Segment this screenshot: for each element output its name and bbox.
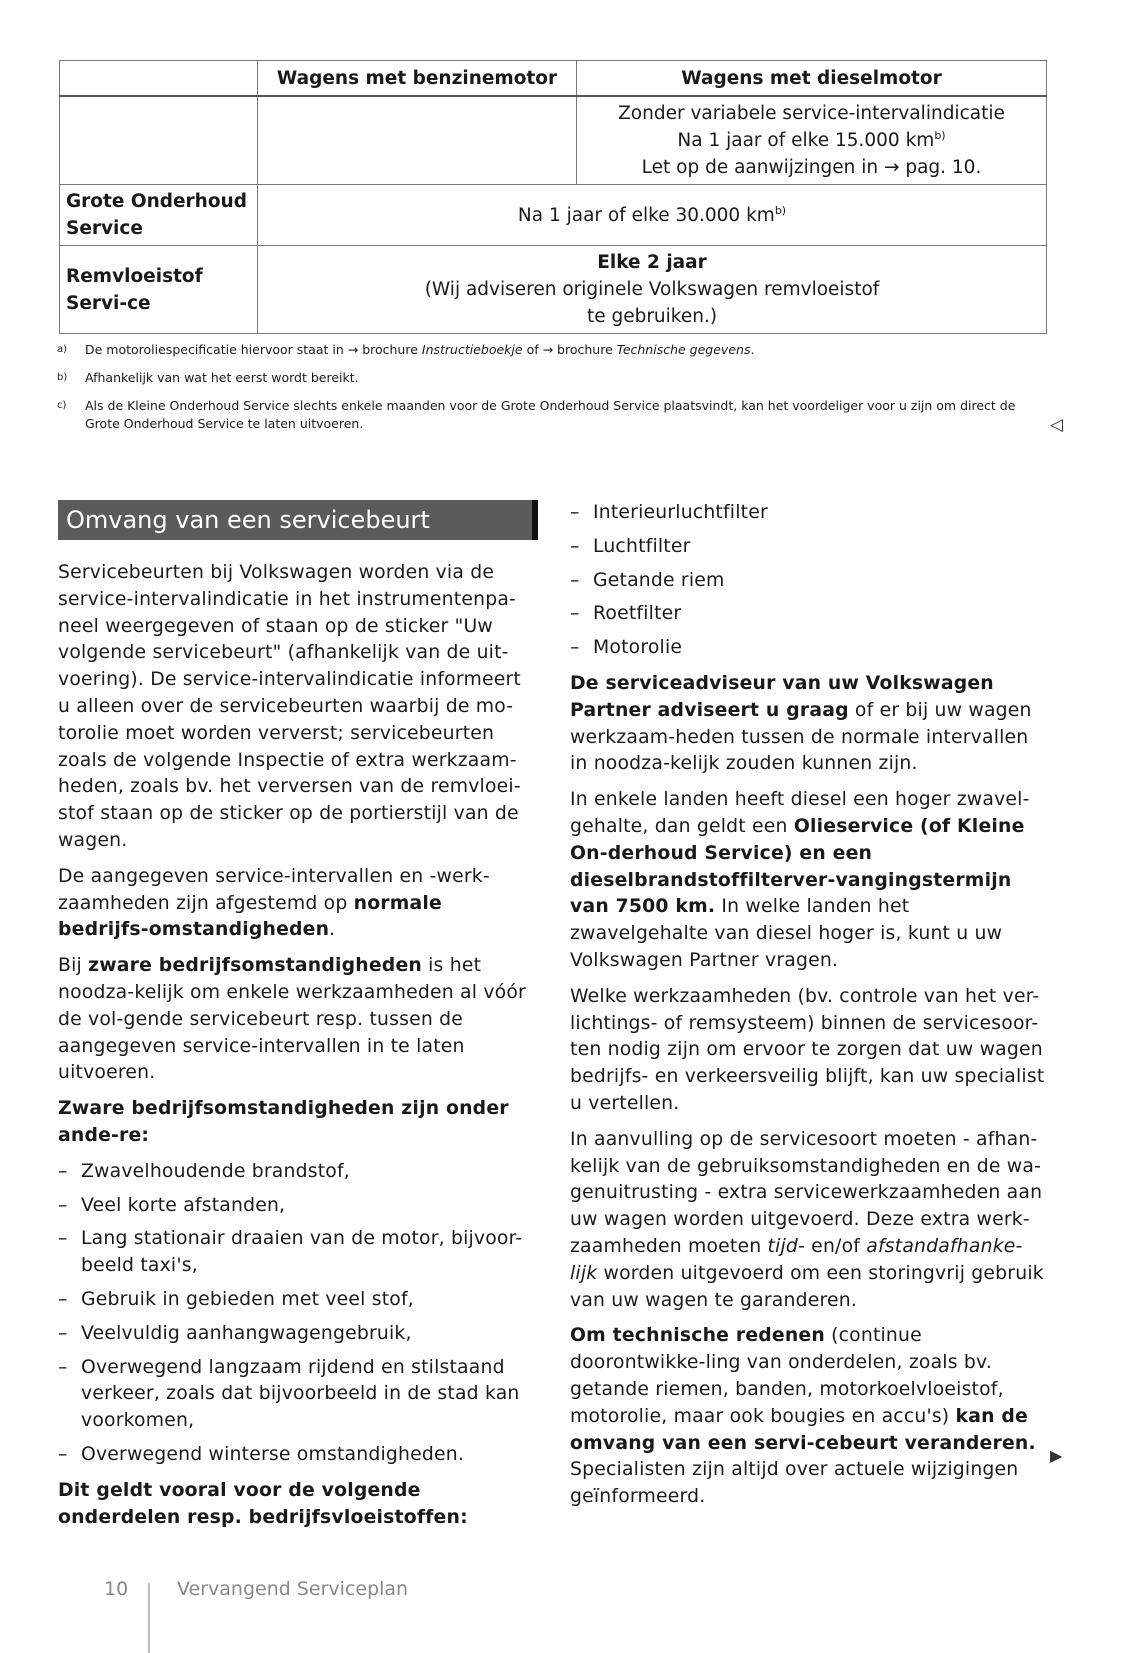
list-item: – Zwavelhoudende brandstof,	[58, 1159, 530, 1186]
list-item: – Veel korte afstanden,	[58, 1193, 530, 1220]
diesel-line-text: Na 1 jaar of elke 15.000 km	[677, 130, 935, 151]
row-label: Remvloeistof Servi-ce	[60, 246, 258, 334]
list-item: – Overwegend winterse omstandigheden.	[58, 1442, 530, 1469]
paragraph: De serviceadviseur van uw Volkswagen Partner adviseert u graag of er bij uw wagen werkzaam-heden tussen de normale intervallen in noodza-kelijk zouden kunnen zijn.	[570, 672, 1032, 775]
footnote-text: Als de Kleine Onderhoud Service slechts enkele maanden voor de Grote Onderhoud Service plaatsvindt, kan het voordeliger voor u zijn om direct de Grote Onderhoud Service te laten uitvoeren.	[85, 398, 1016, 431]
table-row	[60, 185, 1047, 246]
row-benzine	[258, 96, 577, 185]
left-column	[58, 560, 530, 1540]
footnote-text: Afhankelijk van wat het eerst wordt bereikt.	[85, 370, 359, 385]
header-diesel: Wagens met dieselmotor	[577, 61, 1047, 97]
diesel-line: Zonder variabele service-intervalindicatie	[618, 103, 1005, 124]
row-diesel	[577, 96, 1047, 185]
footnote-mark: c)	[57, 400, 67, 411]
footer-divider	[148, 1583, 150, 1653]
conditions-list	[58, 1159, 530, 1469]
right-column	[570, 500, 1048, 1520]
table-row	[60, 246, 1047, 334]
list-item: – Luchtfilter	[570, 534, 1048, 561]
list-item: – Motorolie	[570, 635, 1048, 662]
footnote-ref: b)	[934, 129, 946, 142]
paragraph: In enkele landen heeft diesel een hoger zwavel-gehalte, dan geldt een Olieservice (of Kleine On-derhoud Service) en een dieselbrandstoffilterver-vangingstermijn van 7500 km. In welke landen het zwavelgehalte van diesel hoger is, kunt u uw Volkswagen Partner vragen.	[570, 789, 1030, 971]
footnote-mark: a)	[57, 344, 68, 355]
parts-list	[570, 500, 1048, 662]
list-item: – Gebruik in gebieden met veel stof,	[58, 1287, 530, 1314]
footnote	[57, 369, 1047, 387]
diesel-line	[583, 127, 1040, 154]
page-number: 10	[104, 1578, 129, 1600]
row-label	[60, 96, 258, 185]
list-item: – Lang stationair draaien van de motor, bijvoor-beeld taxi's,	[58, 1226, 530, 1280]
back-triangle-icon: ◁	[1050, 415, 1064, 435]
row-value	[258, 246, 1047, 334]
row-value-line: (Wij adviseren originele Volkswagen remvloeistof	[424, 279, 880, 300]
header-empty	[60, 61, 258, 97]
table-header-row	[60, 61, 1047, 97]
header-benzine: Wagens met benzinemotor	[258, 61, 577, 97]
footnote	[57, 397, 1047, 433]
row-value-bold: Elke 2 jaar	[597, 252, 707, 273]
list-item: – Overwegend langzaam rijdend en stilstaand verkeer, zoals dat bijvoorbeeld in de stad kan voorkomen,	[58, 1355, 530, 1435]
service-interval-table	[59, 60, 1047, 334]
row-value-text: Na 1 jaar of elke 30.000 km	[517, 204, 775, 226]
table-row	[60, 96, 1047, 185]
list-item: – Interieurluchtfilter	[570, 500, 1048, 527]
row-value-line: te gebruiken.)	[586, 306, 718, 327]
list-item: – Roetfilter	[570, 601, 1048, 628]
paragraph: Bij zware bedrijfsomstandigheden is het noodza-kelijk om enkele werkzaamheden al vóór de vol-gende servicebeurt resp. tussen de aangegeven service-intervallen in te laten uitvoeren.	[58, 955, 526, 1084]
paragraph: Servicebeurten bij Volkswagen worden via de service-intervalindicatie in het instrumentenpa-neel weergegeven of staan op de sticker "Uw volgende servicebeurt" (afhankelijk van de uit-voering). De service-intervalindicatie informeert u alleen over de servicebeurten waarbij de mo-torolie moet worden ververst; servicebeurten zoals de volgende Inspectie of extra werkzaam-heden, zoals bv. het verversen van de remvloei-stof staan op de sticker op de portierstijl van de wagen.	[58, 562, 521, 851]
paragraph: De aangegeven service-intervallen en -werk-zaamheden zijn afgestemd op normale bedrijfs-omstandigheden.	[58, 865, 490, 941]
chapter-title: Vervangend Serviceplan	[177, 1578, 409, 1600]
row-label: Grote Onderhoud Service	[60, 185, 258, 246]
continue-triangle-icon: ▶	[1050, 1446, 1063, 1465]
list-item: – Getande riem	[570, 568, 1048, 595]
paragraph: Om technische redenen (continue doorontwikke-ling van onderdelen, zoals bv. getande riemen, banden, motorkoelvloeistof, motorolie, maar ook bougies en accu's) kan de omvang van een servi-cebeurt veranderen. Specialisten zijn altijd over actuele wijzigingen geïnformeerd.	[570, 1325, 1036, 1508]
footnotes	[57, 341, 1047, 443]
section-heading: Omvang van een servicebeurt	[58, 500, 538, 540]
footnote-ref: b)	[774, 203, 787, 217]
footnote	[57, 341, 1047, 359]
footnote-text: De motoroliespecificatie hiervoor staat in → brochure Instructieboekje of → brochure Technische gegevens.	[85, 342, 755, 357]
row-value	[258, 185, 1047, 246]
paragraph-bold: Dit geldt vooral voor de volgende onderdelen resp. bedrijfsvloeistoffen:	[58, 1479, 468, 1528]
footnote-mark: b)	[57, 372, 68, 383]
diesel-line: Let op de aanwijzingen in → pag. 10.	[641, 157, 982, 178]
paragraph: Welke werkzaamheden (bv. controle van het ver-lichtings- of remsysteem) binnen de servicesoor-ten nodig zijn om ervoor te zorgen dat uw wagen bedrijfs- en verkeersveilig blijft, kan uw specialist u vertellen.	[570, 985, 1045, 1114]
list-item: – Veelvuldig aanhangwagengebruik,	[58, 1321, 530, 1348]
paragraph: In aanvulling op de servicesoort moeten - afhan-kelijk van de gebruiksomstandigheden en de wa-genuitrusting - extra servicewerkzaamheden aan uw wagen worden uitgevoerd. Deze extra werk-zaamheden moeten tijd- en/of afstandafhanke-lijk worden uitgevoerd om een storingvrij gebruik van uw wagen te garanderen.	[570, 1128, 1044, 1311]
paragraph-bold: Zware bedrijfsomstandigheden zijn onder ande-re:	[58, 1098, 509, 1146]
